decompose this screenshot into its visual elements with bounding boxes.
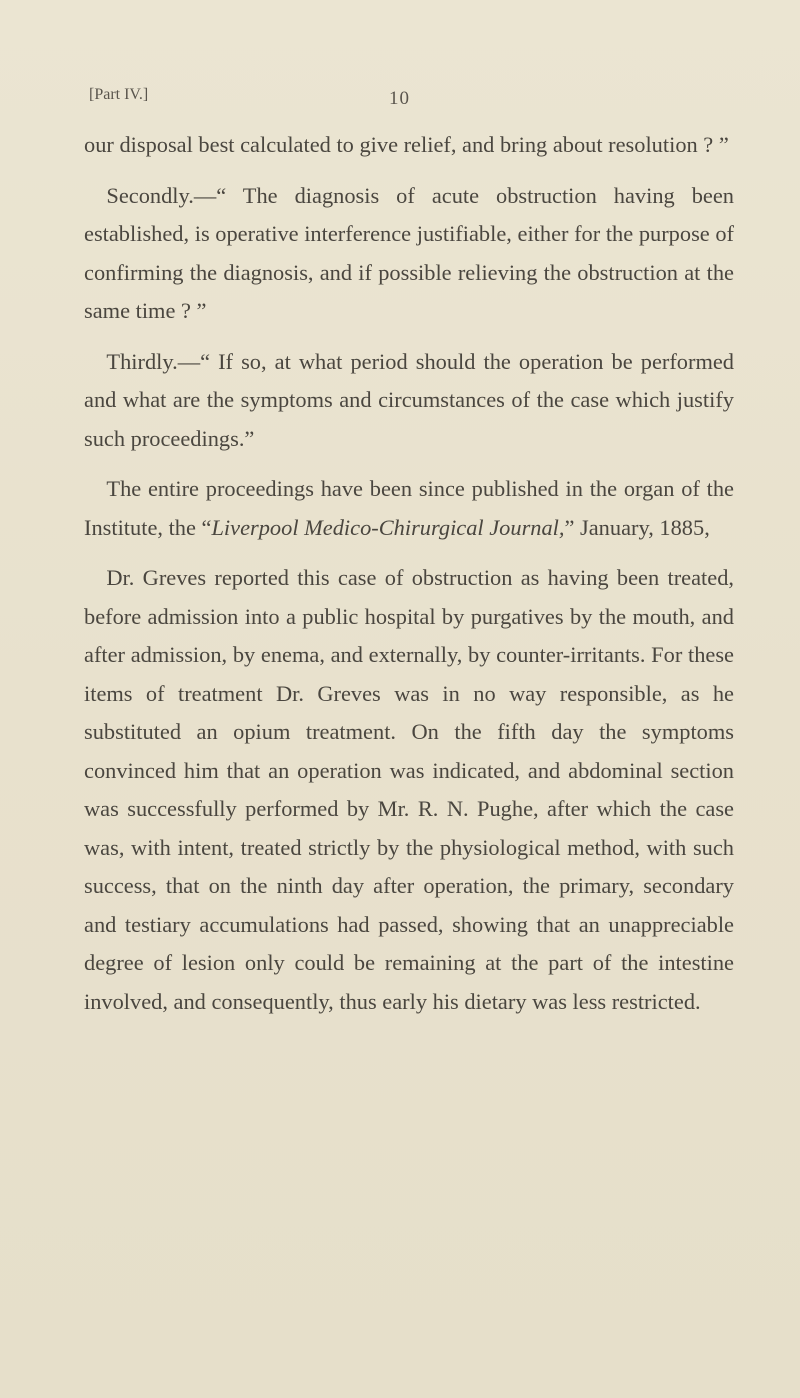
page-number: 10	[389, 88, 410, 109]
paragraph-secondly: Secondly.—“ The diagnosis of acute obstruction having been established, is operative interference justifiable, either for the purpose of confirming the diagnosis, and if possible relieving the obstruction at the same time ? ”	[84, 182, 734, 323]
paragraph-publication	[84, 470, 734, 547]
body-text	[84, 126, 734, 1033]
publication-text-before: The entire proceedings have been since published in the organ of the Institute, the “	[84, 476, 734, 540]
journal-title: Liverpool Medico-Chirurgical Journal,	[211, 514, 565, 540]
part-label: [Part IV.]	[89, 86, 149, 103]
running-head	[89, 86, 489, 116]
publication-text-after: ” January, 1885,	[564, 514, 710, 540]
paragraph-thirdly: Thirdly.—“ If so, at what period should the operation be performed and what are the symptoms and circumstances of the case which justify such proceedings.”	[84, 348, 734, 451]
paragraph-continuation: our disposal best calculated to give relief, and bring about resolution ? ”	[84, 132, 729, 157]
paragraph-case-report: Dr. Greves reported this case of obstruction as having been treated, before admission into a public hospital by purgatives by the mouth, and after admission, by enema, and externally, by counter-irritants. For these items of treatment Dr. Greves was in no way responsible, as he substituted an opium treatment. On the fifth day the symptoms convinced him that an operation was indicated, and abdominal section was successfully performed by Mr. R. N. Pughe, after which the case was, with intent, treated strictly by the physiological method, with such success, that on the ninth day after operation, the primary, secondary and testiary accumulations had passed, showing that an unappreciable degree of lesion only could be remaining at the part of the intestine involved, and consequently, thus early his dietary was less restricted.	[84, 565, 734, 1014]
